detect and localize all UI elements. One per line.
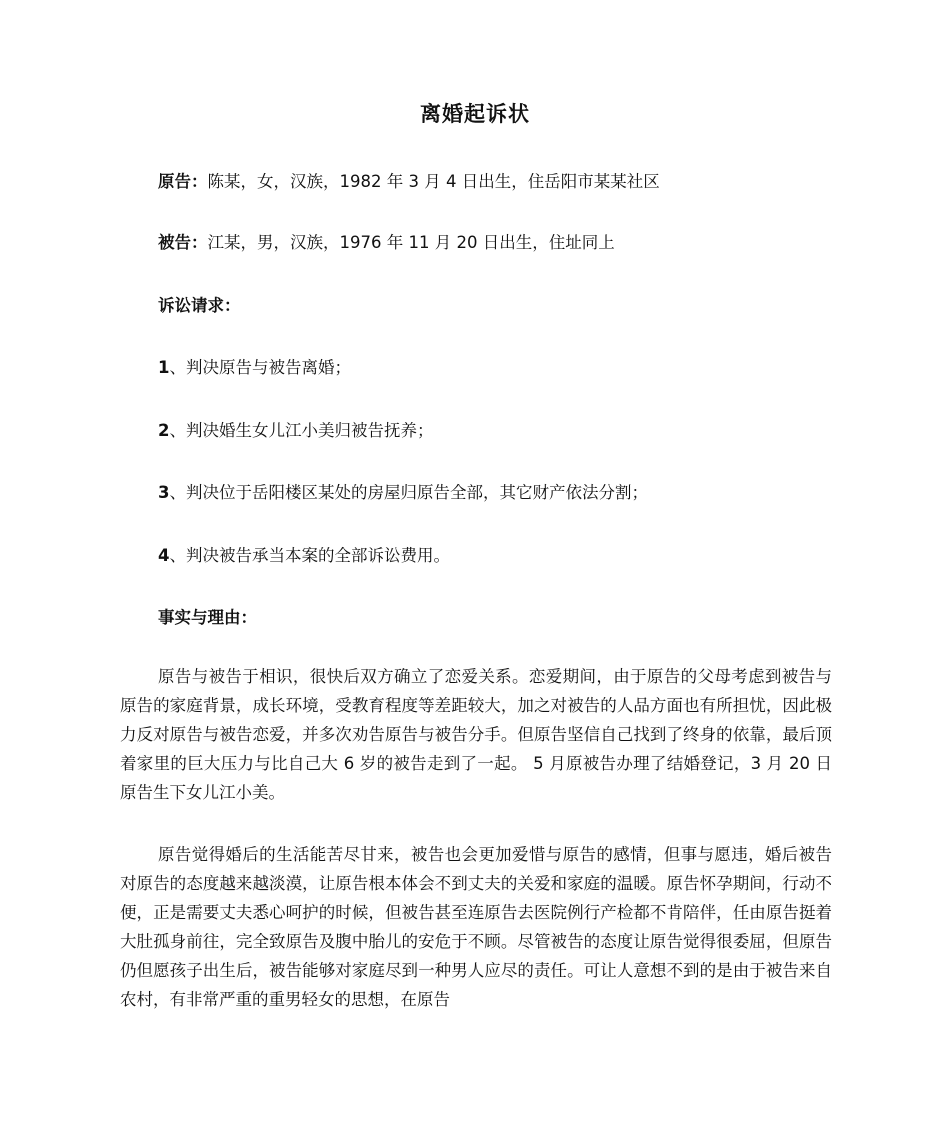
claim-item-3 — [158, 481, 648, 505]
claim-item-4 — [158, 544, 450, 568]
claim-text: 、判决婚生女儿江小美归被告抚养； — [169, 421, 434, 440]
plaintiff-label: 原告： — [158, 172, 208, 191]
document-title: 离婚起诉状 — [420, 102, 530, 126]
claim-number: 1 — [158, 358, 170, 377]
defendant-line — [158, 231, 615, 255]
claim-number: 3 — [158, 483, 170, 502]
defendant-label: 被告： — [158, 233, 208, 252]
claim-item-1 — [158, 356, 351, 380]
claims-heading: 诉讼请求： — [158, 296, 241, 315]
claim-text: 、判决原告与被告离婚； — [169, 358, 351, 377]
plaintiff-text: 陈某，女，汉族，1982 年 3 月 4 日出生，住岳阳市某某社区 — [207, 172, 660, 191]
defendant-text: 江某，男，汉族，1976 年 11 月 20 日出生，住址同上 — [207, 233, 615, 252]
claim-number: 2 — [158, 421, 170, 440]
facts-heading: 事实与理由： — [158, 608, 257, 627]
claim-text: 、判决位于岳阳楼区某处的房屋归原告全部，其它财产依法分割； — [169, 483, 648, 502]
claim-item-2 — [158, 419, 433, 443]
facts-paragraph-2: 原告觉得婚后的生活能苦尽甘来，被告也会更加爱惜与原告的感情，但事与愿违，婚后被告对原告的态度越来越淡漠，让原告根本体会不到丈夫的关爱和家庭的温暖。原告怀孕期间，行动不便，正是需要丈夫悉心呵护的时候，但被告甚至连原告去医院例行产检都不肯陪伴，任由原告挺着大肚孤身前往，完全致原告及腹中胎儿的安危于不顾。尽管被告的态度让原告觉得很委屈，但原告仍但愿孩子出生后，被告能够对家庭尽到一种男人应尽的责任。可让人意想不到的是由于被告来自农村，有非常严重的重男轻女的思想，在原告 — [120, 845, 832, 1009]
claim-text: 、判决被告承当本案的全部诉讼费用。 — [169, 546, 450, 565]
facts-paragraph-1: 原告与被告于相识，很快后双方确立了恋爱关系。恋爱期间，由于原告的父母考虑到被告与原告的家庭背景，成长环境，受教育程度等差距较大，加之对被告的人品方面也有所担忧，因此极力反对原告与被告恋爱，并多次劝告原告与被告分手。但原告坚信自己找到了终身的依靠，最后顶着家里的巨大压力与比自己大 6 岁的被告走到了一起。 5 月原被告办理了结婚登记，3 月 20 日原告生下女儿江小美。 — [120, 667, 832, 802]
plaintiff-line — [158, 170, 660, 194]
claim-number: 4 — [158, 546, 170, 565]
